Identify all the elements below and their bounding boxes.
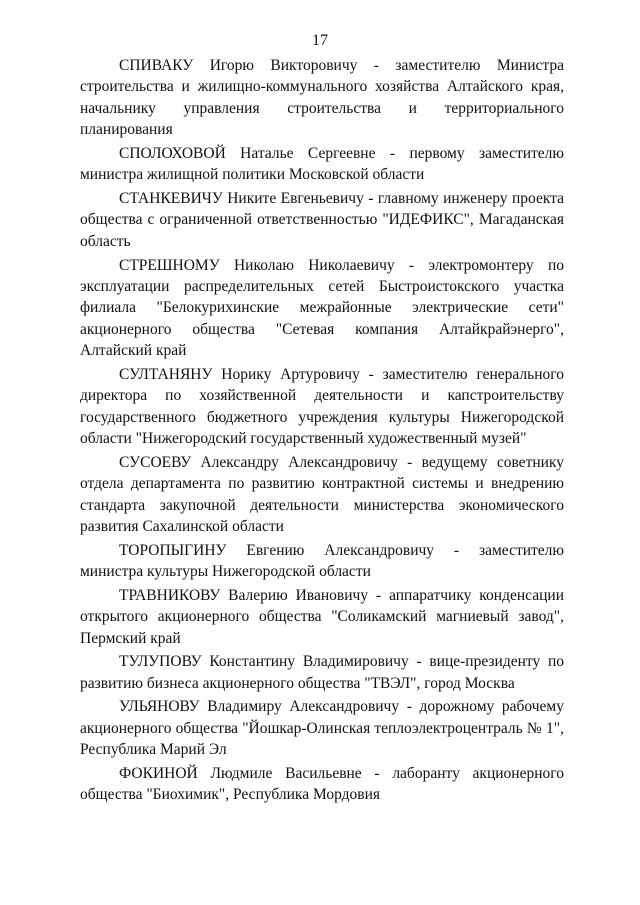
award-entry: СТРЕШНОМУ Николаю Николаевичу - электромонтеру по эксплуатации распределительных сетей Быстроистокского участка филиала "Белокурихинские межрайонные электрические сети" акционерного общества "Сетевая компания Алтайкрайэнерго", Алтайский край [80,256,564,360]
award-entry: ТУЛУПОВУ Константину Владимировичу - вице-президенту по развитию бизнеса акционерного общества "ТВЭЛ", город Москва [80,653,564,692]
award-entry: ТОРОПЫГИНУ Евгению Александровичу - заместителю министра культуры Нижегородской области [80,541,564,581]
award-entry: СПОЛОХОВОЙ Наталье Сергеевне - первому заместителю министра жилищной политики Московской области [80,144,564,184]
award-entry: СПИВАКУ Игорю Викторовичу - заместителю Министра строительства и жилищно-коммунального хозяйства Алтайского края, начальнику управления строительства и территориального планирования [80,57,564,139]
page-number: 17 [312,32,328,49]
award-entry: СУЛТАНЯНУ Норику Артуровичу - заместителю генерального директора по хозяйственной деятельности и капстроительству государственного бюджетного учреждения культуры Нижегородской области "Нижегородский государственный художественный музей" [80,365,564,448]
award-entry: СУСОЕВУ Александру Александровичу - ведущему советнику отдела департамента по развитию контрактной системы и внедрению стандарта закупочной деятельности министерства экономического развития Сахалинской области [80,453,564,536]
award-entry: УЛЬЯНОВУ Владимиру Александровичу - дорожному рабочему акционерного общества "Йошкар-Олинская теплоэлектроцентраль № 1", Республика Марий Эл [80,698,564,759]
award-entry: ТРАВНИКОВУ Валерию Ивановичу - аппаратчику конденсации открытого акционерного общества "Соликамский магниевый завод", Пермский край [80,586,564,647]
award-entry: ФОКИНОЙ Людмиле Васильевне - лаборанту акционерного общества "Биохимик", Республика Мордовия [80,764,564,804]
award-entry: СТАНКЕВИЧУ Никите Евгеньевичу - главному инженеру проекта общества с ограниченной ответственностью "ИДЕФИКС", Магаданская область [80,190,564,250]
document-body [80,55,564,808]
